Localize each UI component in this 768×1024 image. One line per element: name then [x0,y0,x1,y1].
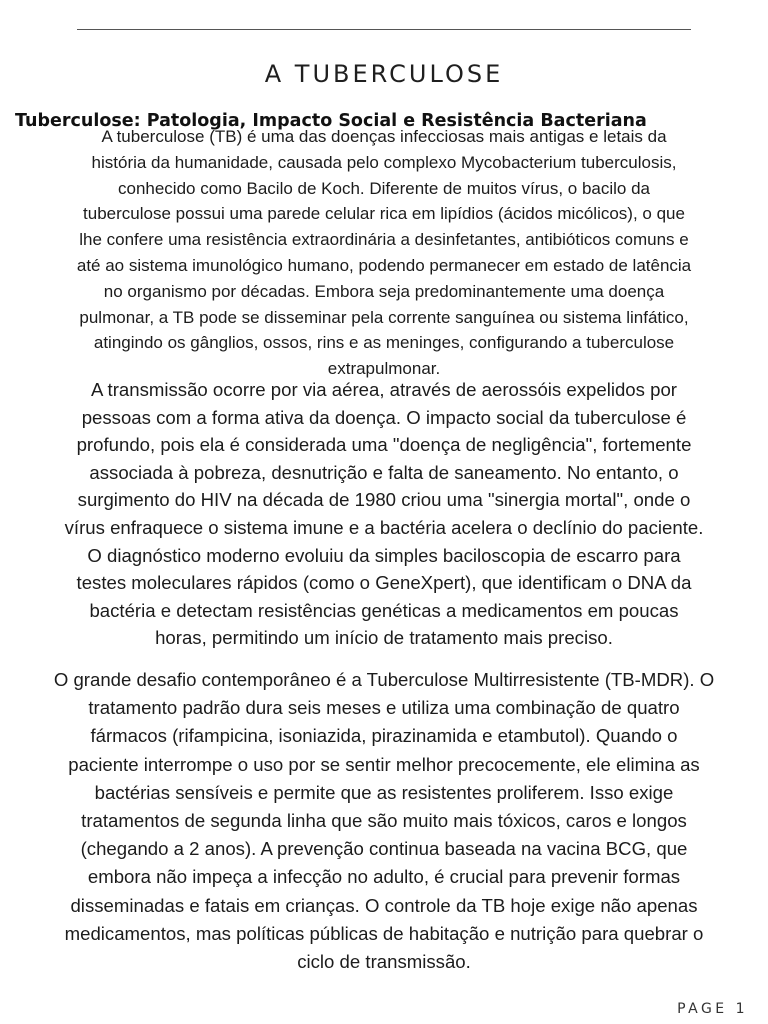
paragraph-line: embora não impeça a infecção no adulto, é crucial para prevenir formas [87,866,681,888]
paragraph-line: pessoas com a forma ativa da doença. O impacto social da tuberculose é [81,406,687,428]
paragraph-transmission [0,376,768,652]
paragraph-line: A tuberculose (TB) é uma das doenças infecciosas mais antigas e letais da [101,127,667,146]
paragraph-line: A transmissão ocorre por via aérea, através de aerossóis expelidos por [90,379,677,400]
paragraph-pathology [0,124,768,382]
paragraph-line: atingindo os gânglios, ossos, rins e as meninges, configurando a tuberculose [93,333,675,353]
paragraph-line: lhe confere uma resistência extraordinária a desinfetantes, antibióticos comuns e [79,230,689,250]
paragraph-line: tratamentos de segunda linha que são muito mais tóxicos, caros e longos [81,810,687,832]
paragraph-line: associada à pobreza, desnutrição e falta de saneamento. No entanto, o [89,461,679,483]
paragraph-line: ciclo de transmissão. [297,951,471,973]
paragraph-line: O grande desafio contemporâneo é a Tuberculose Multirresistente (TB-MDR). O [53,669,715,690]
paragraph-line: pulmonar, a TB pode se disseminar pela corrente sanguínea ou sistema linfático, [79,307,689,327]
paragraph-line: paciente interrompe o uso por se sentir melhor precocemente, ele elimina as [68,753,700,775]
paragraph-line: tratamento padrão dura seis meses e utiliza uma combinação de quatro [88,697,680,719]
paragraph-line: história da humanidade, causada pelo complexo Mycobacterium tuberculosis, [91,152,677,172]
paragraph-line: bactérias sensíveis e permite que as resistentes proliferem. Isso exige [94,781,674,803]
top-divider [77,29,691,30]
paragraph-line: até ao sistema imunológico humano, podendo permanecer em estado de latência [76,255,692,275]
paragraph-line: O diagnóstico moderno evoluiu da simples baciloscopia de escarro para [87,544,681,566]
paragraph-line: horas, permitindo um início de tratamento mais preciso. [155,627,613,649]
paragraph-line: surgimento do HIV na década de 1980 criou uma "sinergia mortal", onde o [77,489,691,511]
paragraph-line: conhecido como Bacilo de Koch. Diferente de muitos vírus, o bacilo da [117,178,650,198]
page-number: PAGE 1 [677,1001,748,1017]
paragraph-line: vírus enfraquece o sistema imune e a bactéria acelera o declínio do paciente. [64,516,704,538]
paragraph-line: no organismo por décadas. Embora seja predominantemente uma doença [103,281,665,301]
section-heading: Tuberculose: Patologia, Impacto Social e Resistência Bacteriana [15,110,647,131]
paragraph-line: fármacos (rifampicina, isoniazida, pirazinamida e etambutol). Quando o [90,725,678,747]
paragraph-line: disseminadas e fatais em crianças. O controle da TB hoje exige não apenas [70,894,698,916]
paragraph-line: medicamentos, mas políticas públicas de habitação e nutrição para quebrar o [64,922,704,944]
paragraph-line: bactéria e detectam resistências genéticas a medicamentos em poucas [89,599,679,621]
paragraph-line: extrapulmonar. [327,359,441,379]
page-title: A TUBERCULOSE [264,60,504,89]
paragraph-line: tuberculose possui uma parede celular rica em lipídios (ácidos micólicos), o que [83,204,685,224]
paragraph-line: profundo, pois ela é considerada uma "doença de negligência", fortemente [76,434,692,456]
paragraph-line: (chegando a 2 anos). A prevenção continua baseada na vacina BCG, que [80,838,688,860]
paragraph-resistance [0,666,768,976]
paragraph-line: testes moleculares rápidos (como o GeneXpert), que identificam o DNA da [76,572,692,594]
